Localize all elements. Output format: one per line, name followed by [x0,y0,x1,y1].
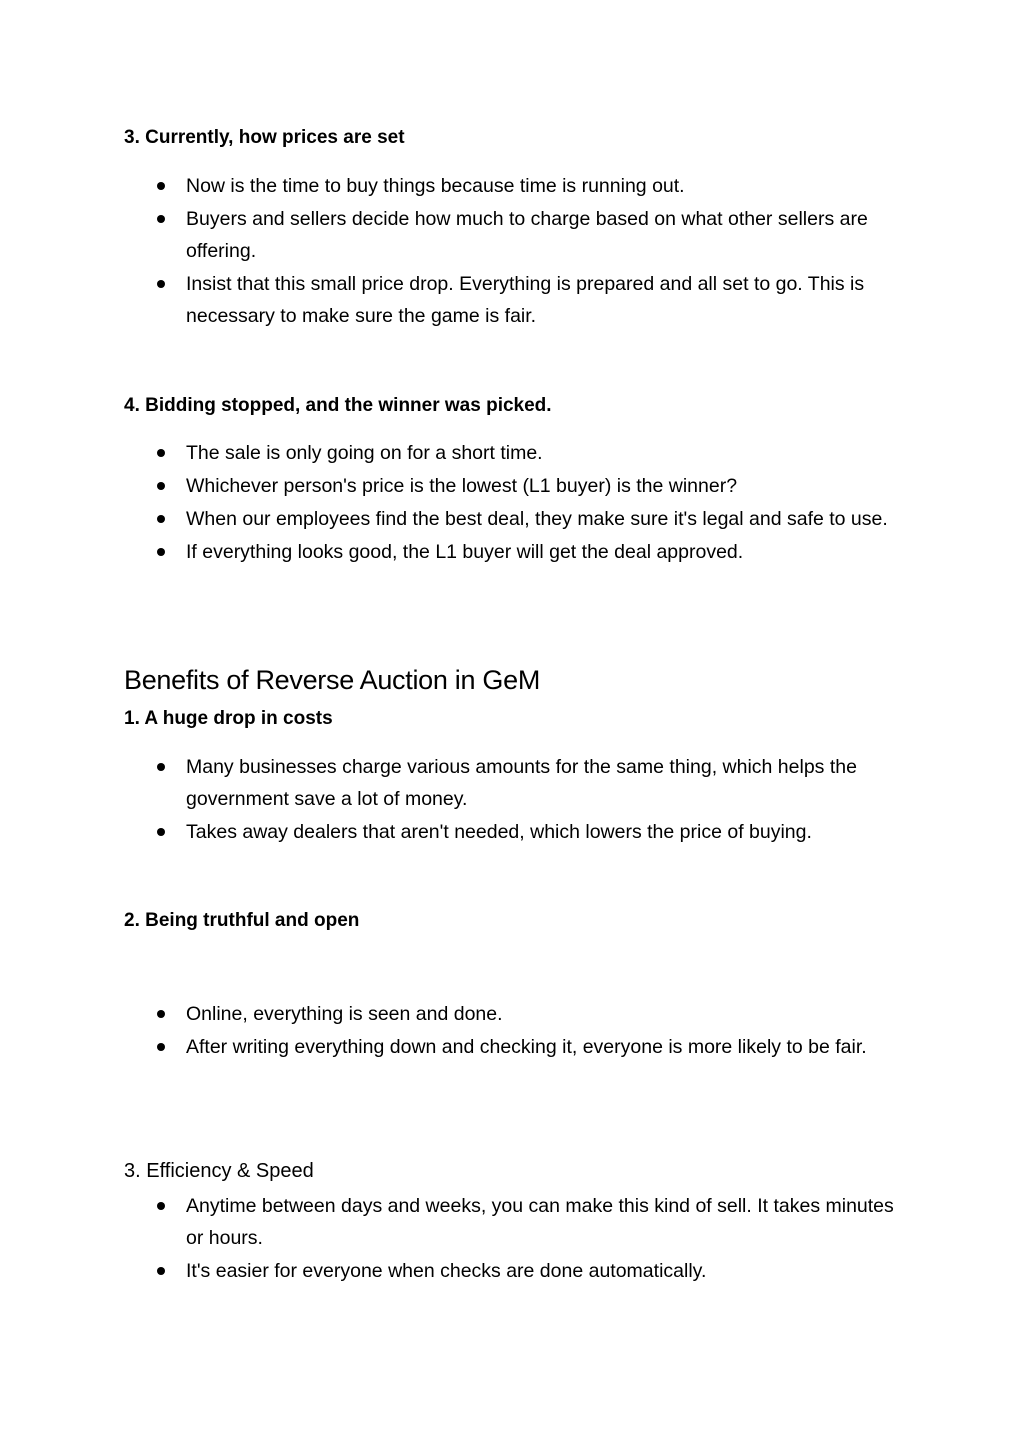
bullet-dot-icon [157,1043,165,1051]
bullet-dot-icon [157,515,165,523]
bullet-dot-icon [157,182,165,190]
list-item: Anytime between days and weeks, you can make this kind of sell. It takes minutes or hours. [0,1190,906,1254]
section-4-heading: 4. Bidding stopped, and the winner was picked. [124,395,552,416]
list-item: Many businesses charge various amounts for the same thing, which helps the government save a lot of money. [0,751,906,815]
list-item: Now is the time to buy things because time is running out. [0,170,906,202]
list-item: The sale is only going on for a short time. [0,437,906,469]
bullet-dot-icon [157,1010,165,1018]
benefit-1-list [0,751,1023,849]
bullet-dot-icon [157,482,165,490]
section-3-list [0,170,1023,333]
bullet-dot-icon [157,828,165,836]
list-item: Online, everything is seen and done. [0,998,906,1030]
list-item: If everything looks good, the L1 buyer will get the deal approved. [0,536,906,568]
bullet-dot-icon [157,449,165,457]
list-item: Whichever person's price is the lowest (L1 buyer) is the winner? [0,470,906,502]
benefit-3-heading [124,1158,314,1184]
benefit-2-heading: 2. Being truthful and open [124,910,360,931]
bullet-dot-icon [157,280,165,288]
benefit-1-heading: 1. A huge drop in costs [124,708,333,729]
benefit-3-title: Efficiency & Speed [146,1160,314,1182]
list-item: Takes away dealers that aren't needed, which lowers the price of buying. [0,816,906,848]
benefit-2-list [0,998,1023,1064]
bullet-dot-icon [157,548,165,556]
section-3-heading: 3. Currently, how prices are set [124,127,405,148]
section-4-list [0,437,1023,569]
benefits-title: Benefits of Reverse Auction in GeM [124,665,541,695]
benefit-3-number: 3. [124,1160,147,1182]
list-item: When our employees find the best deal, they make sure it's legal and safe to use. [0,503,906,535]
bullet-dot-icon [157,763,165,771]
list-item: Insist that this small price drop. Everything is prepared and all set to go. This is necessary to make sure the game is fair. [0,268,906,332]
benefit-3-list [0,1190,1023,1288]
list-item: It's easier for everyone when checks are done automatically. [0,1255,906,1287]
list-item: After writing everything down and checking it, everyone is more likely to be fair. [0,1031,906,1063]
bullet-dot-icon [157,215,165,223]
bullet-dot-icon [157,1267,165,1275]
bullet-dot-icon [157,1202,165,1210]
list-item: Buyers and sellers decide how much to charge based on what other sellers are offering. [0,203,906,267]
